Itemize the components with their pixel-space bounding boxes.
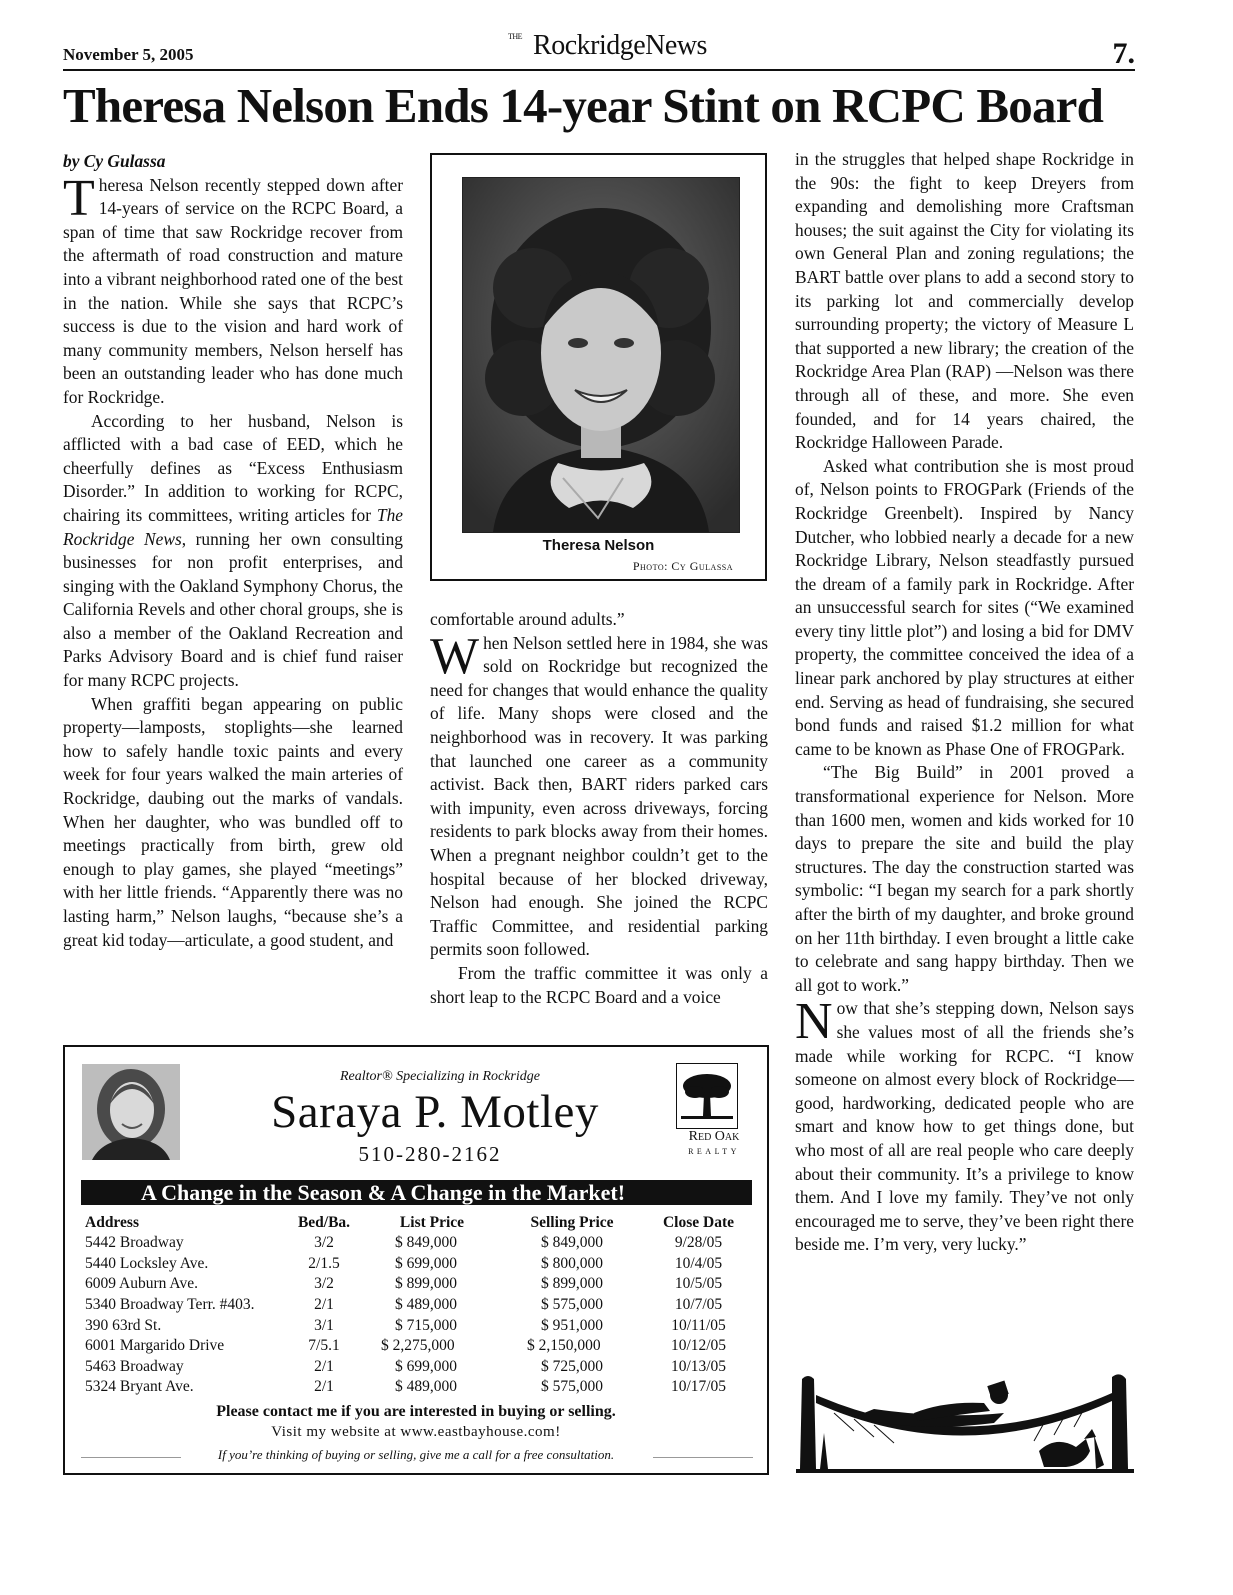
masthead-the: THE bbox=[508, 32, 523, 41]
cell-bed-bath: 3/1 bbox=[314, 1316, 334, 1334]
logo-name: Red Oak bbox=[688, 1129, 740, 1144]
cell-address: 5442 Broadway bbox=[85, 1234, 184, 1252]
ad-banner: A Change in the Season & A Change in the Market! bbox=[81, 1180, 752, 1205]
newspaper-masthead bbox=[490, 30, 750, 62]
paragraph-text: hen Nelson settled here in 1984, she was sold on Rockridge but recognized the need for changes that would enhance the quality of life. Many shops were closed and the neighborhood was in recovery. It was parking that launched one career as a community activist. Back then, BART riders parked cars with impunity, even across driveways, forcing residents to park blocks away from their homes. When a pregnant neighbor couldn’t get to the hospital because of her blocked driveway, Nelson had enough. She joined the RCPC Traffic Committee, and residential parking permits soon followed. bbox=[430, 632, 768, 960]
cell-selling-price: $ 849,000 bbox=[541, 1234, 603, 1252]
sales-table-header bbox=[85, 1212, 750, 1233]
cell-close-date: 10/11/05 bbox=[671, 1316, 726, 1334]
cell-bed-bath: 2/1 bbox=[314, 1378, 334, 1396]
cell-bed-bath: 2/1.5 bbox=[308, 1254, 340, 1272]
footer-rule-right bbox=[653, 1457, 753, 1458]
paragraph-text: ow that she’s stepping down, Nelson says she values most of all the friends she’s made while working for RCPC. “I know someone on almost every block of Rockridge—good, hardworking, dedicated people who are smart and know how to get things done, but who most of all are real people who care deeply about their community. It’s a privilege to know them. And I love my family. They’ve not only encouraged me to serve, they’ve been right there beside me. I’m very, very lucky.” bbox=[795, 998, 1134, 1255]
sales-table bbox=[85, 1212, 750, 1398]
cell-address: 5440 Locksley Ave. bbox=[85, 1254, 209, 1272]
cell-list-price: $ 849,000 bbox=[395, 1234, 457, 1252]
cell-close-date: 10/17/05 bbox=[670, 1378, 727, 1396]
portrait-photo bbox=[462, 177, 740, 533]
paragraph bbox=[795, 993, 1134, 1257]
cell-address: 6001 Margarido Drive bbox=[85, 1337, 225, 1355]
cell-address: 390 63rd St. bbox=[85, 1316, 162, 1334]
ad-contact-line: Please contact me if you are interested in buying or selling. bbox=[216, 1403, 616, 1420]
cell-address: 5340 Broadway Terr. #403. bbox=[85, 1296, 255, 1314]
cell-selling-price: $ 951,000 bbox=[541, 1316, 603, 1334]
paragraph: Asked what contribution she is most proud of, Nelson points to FROGPark (Friends of the Rockridge Greenbelt). Inspired by Nancy Dutcher, who lobbied nearly a decade for a new Rockridge Library, Nelson steadfastly pursued the dream of a family park in Rockridge. After an unsuccessful search for sites (“We examined every tiny little plot”) and losing a bid for DMV property, the committee conceived the idea of a linear park anchored by play structures at either end. Serving as head of fundraising, she secured bond funds and raised $1.2 million for what came to be known as Phase One of FROGPark. bbox=[795, 455, 1134, 759]
column-header: Bed/Ba. bbox=[297, 1213, 351, 1231]
column-header: List Price bbox=[399, 1213, 465, 1231]
page-number: 7. bbox=[1112, 37, 1135, 70]
cell-bed-bath: 3/2 bbox=[314, 1275, 334, 1293]
paragraph-text: , running her own consulting businesses for non profit enterprises, and singing with the Oakland Symphony Chorus, the California Revels and other choral groups, she is also a member of the Oakland Recreation and Parks Advisory Board and is chief fund raiser for many RCPC projects. bbox=[63, 528, 404, 691]
cell-close-date: 9/28/05 bbox=[674, 1234, 723, 1252]
paragraph bbox=[63, 169, 403, 410]
paragraph: When graffiti began appearing on public property—lamposts, stoplights—she learned how to safely handle toxic paints and every week for four years walked the main arteries of Rockridge, daubing out the marks of vandals. When her daughter, who was bundled off to meetings practically from birth, grew old enough to play games, she played “meetings” with her little friends. “Apparently there was no lasting harm,” Nelson laughs, “because she’s a great kid today—articulate, a good student, and bbox=[63, 693, 403, 950]
paragraph: “The Big Build” in 2001 proved a transformational experience for Nelson. More than 1600 men, women and kids worked for 10 days to prepare the site and build the play structures. The day the construction started was symbolic: “I began my search for a park shortly after the birth of my daughter, and broke ground on her 11th birthday. I even brought a little cake to celebrate and sang happy birthday. Then we all got to work.” bbox=[795, 762, 1134, 995]
cell-selling-price: $ 899,000 bbox=[541, 1275, 603, 1293]
article-headline: Theresa Nelson Ends 14-year Stint on RCPC Board bbox=[63, 78, 1104, 133]
ad-website-line: Visit my website at www.eastbayhouse.com! bbox=[271, 1424, 561, 1440]
cell-list-price: $ 699,000 bbox=[395, 1254, 457, 1272]
cell-bed-bath: 3/2 bbox=[314, 1234, 334, 1252]
publication-title: The Rockridge News bbox=[63, 504, 403, 549]
table-row bbox=[85, 1377, 750, 1398]
header-rule bbox=[63, 69, 1135, 71]
paragraph: comfortable around adults.” bbox=[430, 609, 625, 629]
realtor-phone: 510-280-2162 bbox=[358, 1142, 502, 1166]
logo-subtitle: REALTY bbox=[688, 1147, 740, 1156]
cell-list-price: $ 899,000 bbox=[395, 1275, 457, 1293]
cell-bed-bath: 2/1 bbox=[314, 1357, 334, 1375]
table-row bbox=[85, 1295, 750, 1316]
cell-close-date: 10/13/05 bbox=[670, 1357, 727, 1375]
cell-list-price: $ 2,275,000 bbox=[381, 1337, 455, 1355]
cell-selling-price: $ 2,150,000 bbox=[527, 1337, 601, 1355]
cell-list-price: $ 715,000 bbox=[395, 1316, 457, 1334]
paragraph: in the struggles that helped shape Rockridge in the 90s: the fight to keep Dreyers from expanding and demolishing more Craftsman houses; the suit against the City for violating its own General Plan and zoning regulations; the BART battle over plans to add a second story to its parking lot and commercially develop surrounding property; the victory of Measure L that supported a new library; the creation of the Rockridge Area Plan (RAP) —Nelson was there through all of these, and more. She even founded, and for 14 years chaired, the Rockridge Halloween Parade. bbox=[795, 149, 1134, 453]
cell-address: 5463 Broadway bbox=[85, 1357, 184, 1375]
table-row bbox=[85, 1274, 750, 1295]
realtor-advertisement bbox=[63, 1045, 769, 1475]
column-header: Close Date bbox=[662, 1213, 735, 1231]
cell-selling-price: $ 800,000 bbox=[541, 1254, 603, 1272]
cell-list-price: $ 489,000 bbox=[395, 1296, 457, 1314]
issue-date: November 5, 2005 bbox=[63, 45, 194, 64]
cell-close-date: 10/4/05 bbox=[674, 1254, 723, 1272]
masthead-title: RockridgeNews bbox=[533, 30, 707, 61]
cell-selling-price: $ 575,000 bbox=[541, 1378, 603, 1396]
hammock-silhouette bbox=[794, 1373, 1136, 1473]
ad-footer-note: If you’re thinking of buying or selling, give me a call for a free consultation. bbox=[217, 1447, 615, 1462]
article-column-2 bbox=[430, 608, 768, 1009]
realtor-photo bbox=[82, 1064, 180, 1160]
cell-address: 6009 Auburn Ave. bbox=[85, 1275, 198, 1293]
table-row bbox=[85, 1336, 750, 1357]
cell-close-date: 10/7/05 bbox=[674, 1296, 723, 1314]
realtor-portrait-illustration bbox=[82, 1064, 180, 1160]
column-header: Selling Price bbox=[530, 1213, 614, 1231]
red-oak-logo bbox=[673, 1063, 751, 1159]
byline: by Cy Gulassa bbox=[63, 151, 166, 171]
cell-address: 5324 Bryant Ave. bbox=[85, 1378, 194, 1396]
drop-cap: T bbox=[63, 169, 95, 227]
hammock-reader-illustration bbox=[794, 1373, 1136, 1473]
paragraph-text: According to her husband, Nelson is afflicted with a bad case of EED, which he cheerfully defines as “Excess Enthusiasm Disorder.” In addition to working for RCPC, chairing its committees, writing articles for bbox=[63, 410, 403, 525]
table-row bbox=[85, 1233, 750, 1254]
article-column-3 bbox=[795, 148, 1134, 1257]
oak-tree-icon bbox=[676, 1063, 738, 1129]
cell-list-price: $ 699,000 bbox=[395, 1357, 457, 1375]
cell-close-date: 10/5/05 bbox=[674, 1275, 723, 1293]
cell-close-date: 10/12/05 bbox=[670, 1337, 727, 1355]
cell-bed-bath: 7/5.1 bbox=[308, 1337, 340, 1355]
paragraph bbox=[430, 627, 768, 962]
article-column-1 bbox=[63, 150, 403, 952]
cell-selling-price: $ 575,000 bbox=[541, 1296, 603, 1314]
table-row bbox=[85, 1357, 750, 1378]
cell-selling-price: $ 725,000 bbox=[541, 1357, 603, 1375]
portrait-illustration bbox=[463, 178, 739, 532]
cell-bed-bath: 2/1 bbox=[314, 1296, 334, 1314]
photo-credit: Photo: Cy Gulassa bbox=[632, 559, 733, 573]
drop-cap: N bbox=[795, 993, 833, 1051]
photo-caption: Theresa Nelson bbox=[542, 537, 655, 554]
drop-cap: W bbox=[430, 627, 480, 685]
paragraph-text: heresa Nelson recently stepped down after 14-years of service on the RCPC Board, a span of time that saw Rockridge recover from the aftermath of road construction and mature into a vibrant neighborhood rated one of the best in the nation. While she says that RCPC’s success is due to the vision and hard work of many community members, Nelson herself has been an outstanding leader who has done much for Rockridge. bbox=[63, 174, 403, 407]
table-row bbox=[85, 1315, 750, 1336]
table-row bbox=[85, 1254, 750, 1275]
column-header: Address bbox=[85, 1213, 139, 1231]
photo-frame bbox=[430, 153, 767, 581]
realtor-name: Saraya P. Motley bbox=[271, 1086, 599, 1138]
cell-list-price: $ 489,000 bbox=[395, 1378, 457, 1396]
paragraph bbox=[63, 410, 403, 693]
realtor-tagline: Realtor® Specializing in Rockridge bbox=[340, 1069, 540, 1084]
paragraph: From the traffic committee it was only a short leap to the RCPC Board and a voice bbox=[430, 962, 768, 1007]
